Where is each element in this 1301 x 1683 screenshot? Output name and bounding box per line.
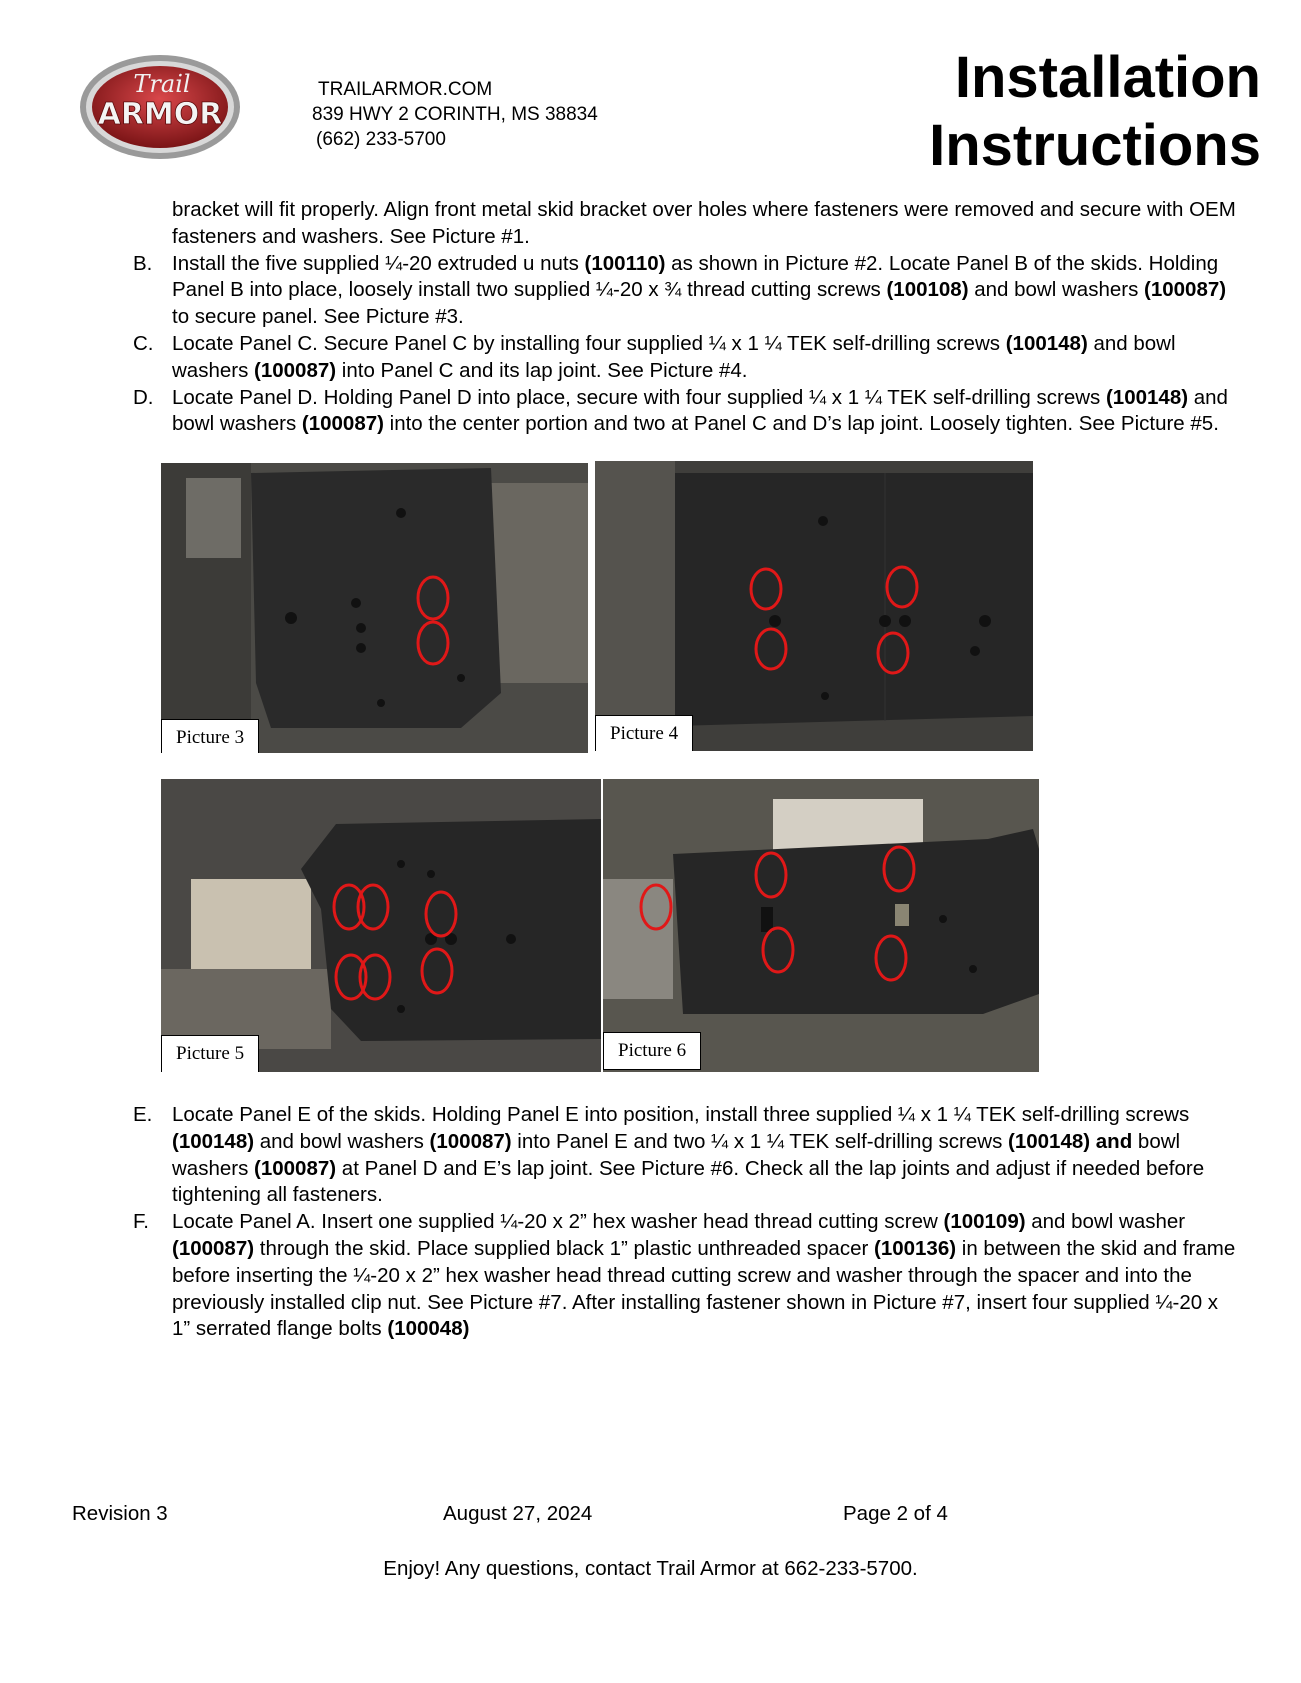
part-number: (100087) <box>429 1129 512 1153</box>
step-letter: D. <box>133 385 154 409</box>
instructions-top <box>127 197 1237 438</box>
step-text: to secure panel. See Picture #3. <box>172 305 464 329</box>
picture-6-photo <box>603 779 1039 1072</box>
picture-3-photo <box>161 463 588 753</box>
instructions-bottom <box>127 1102 1237 1343</box>
street-address-text: 839 HWY 2 CORINTH, MS 38834 <box>312 104 598 125</box>
step-text: Locate Panel A. Insert one supplied ¼-20 x 2” hex washer head thread cutting screw <box>172 1210 944 1234</box>
part-number: (100148) <box>1105 385 1189 409</box>
part-number: (100087) <box>254 1156 337 1180</box>
steps-list-top <box>127 251 1237 439</box>
company-address-block <box>312 77 598 152</box>
date-label: August 27, 2024 <box>443 1502 593 1525</box>
step-text: and bowl washer <box>1025 1210 1186 1234</box>
step-f <box>127 1209 1237 1343</box>
part-number: (100087) <box>172 1236 255 1260</box>
part-number: (100087) <box>254 358 337 382</box>
part-number: (100148) and <box>1008 1129 1133 1153</box>
part-number: (100087) <box>301 412 384 436</box>
step-text: into Panel C and its lap joint. See Picture #4. <box>336 358 748 382</box>
steps-list-bottom <box>127 1102 1237 1343</box>
picture-3-caption: Picture 3 <box>161 719 259 753</box>
intro-text: bracket will fit properly. Align front metal skid bracket over holes where fasteners were removed and secure with OEM fasteners and washers. See Picture #1. <box>172 198 1236 248</box>
picture-5-photo <box>161 779 601 1072</box>
step-text: Locate Panel D. Holding Panel D into place, secure with four supplied ¼ x 1 ¼ TEK self-drilling screws <box>172 385 1106 409</box>
step-text: and bowl washers <box>254 1129 430 1153</box>
step-c <box>127 331 1237 385</box>
step-letter: B. <box>133 251 153 275</box>
website-text: TRAILARMOR.COM <box>318 79 493 100</box>
step-text: and bowl washers <box>172 385 1228 436</box>
picture-6-caption: Picture 6 <box>603 1032 701 1070</box>
logo-text-bottom: ARMOR <box>97 97 223 132</box>
step-text: and bowl washers <box>968 278 1145 302</box>
step-text: into the center portion and two at Panel C and D’s lap joint. Loosely tighten. See Picture #5. <box>383 412 1219 436</box>
document-title <box>929 44 1261 180</box>
trail-armor-logo <box>76 52 244 162</box>
phone-text: (662) 233-5700 <box>316 129 446 150</box>
step-text: and bowl washers <box>172 331 1176 382</box>
part-number: (100148) <box>1005 331 1088 355</box>
revision-label: Revision 3 <box>72 1502 168 1525</box>
picture-5-caption: Picture 5 <box>161 1035 259 1072</box>
step-letter: E. <box>133 1103 153 1126</box>
step-letter: C. <box>133 331 154 355</box>
step-text: bowl washers <box>172 1129 1181 1180</box>
step-e <box>127 1102 1237 1209</box>
step-text: into Panel E and two ¼ x 1 ¼ TEK self-drilling screws <box>511 1129 1009 1153</box>
part-number: (100108) <box>886 278 969 302</box>
step-text: Install the five supplied ¼-20 extruded u nuts <box>172 251 585 275</box>
closing-line: Enjoy! Any questions, contact Trail Armor at 662-233-5700. <box>383 1557 918 1580</box>
step-text: Locate Panel C. Secure Panel C by installing four supplied ¼ x 1 ¼ TEK self-drilling screws <box>172 331 1006 355</box>
picture-4-photo <box>595 461 1033 751</box>
step-text: through the skid. Place supplied black 1” plastic unthreaded spacer <box>254 1236 874 1260</box>
step-text: as shown in Picture #2. Locate Panel B of the skids. Holding Panel B into place, loosely install two supplied ¼-20 x ¾ thread cutting screws <box>172 251 1219 302</box>
part-number: (100109) <box>943 1210 1026 1234</box>
intro-paragraph <box>127 197 1237 251</box>
title-line-2: Instructions <box>929 113 1261 178</box>
part-number: (100087) <box>1144 278 1227 302</box>
step-text: in between the skid and frame before inserting the ¼-20 x 2” hex washer head thread cutting screw and washer through the spacer and into the previously installed clip nut. See Picture #7. After installing fastener shown in Picture #7, insert four supplied ¼-20 x 1” serrated flange bolts <box>172 1236 1236 1341</box>
logo-text-top: Trail <box>133 70 191 98</box>
step-b <box>127 251 1237 331</box>
step-d <box>127 385 1237 439</box>
step-text: Locate Panel E of the skids. Holding Panel E into position, install three supplied ¼ x 1 ¼ TEK self-drilling screws <box>172 1103 1190 1126</box>
part-number: (100110) <box>584 251 666 275</box>
step-letter: F. <box>133 1210 149 1234</box>
part-number: (100136) <box>874 1236 957 1260</box>
part-number: (100048) <box>387 1317 470 1341</box>
page-number-label: Page 2 of 4 <box>843 1502 948 1525</box>
part-number: (100148) <box>172 1129 255 1153</box>
step-text: at Panel D and E’s lap joint. See Picture #6. Check all the lap joints and adjust if needed before tightening all fasteners. <box>172 1156 1205 1207</box>
title-line-1: Installation <box>954 45 1261 110</box>
picture-4-caption: Picture 4 <box>595 715 693 751</box>
